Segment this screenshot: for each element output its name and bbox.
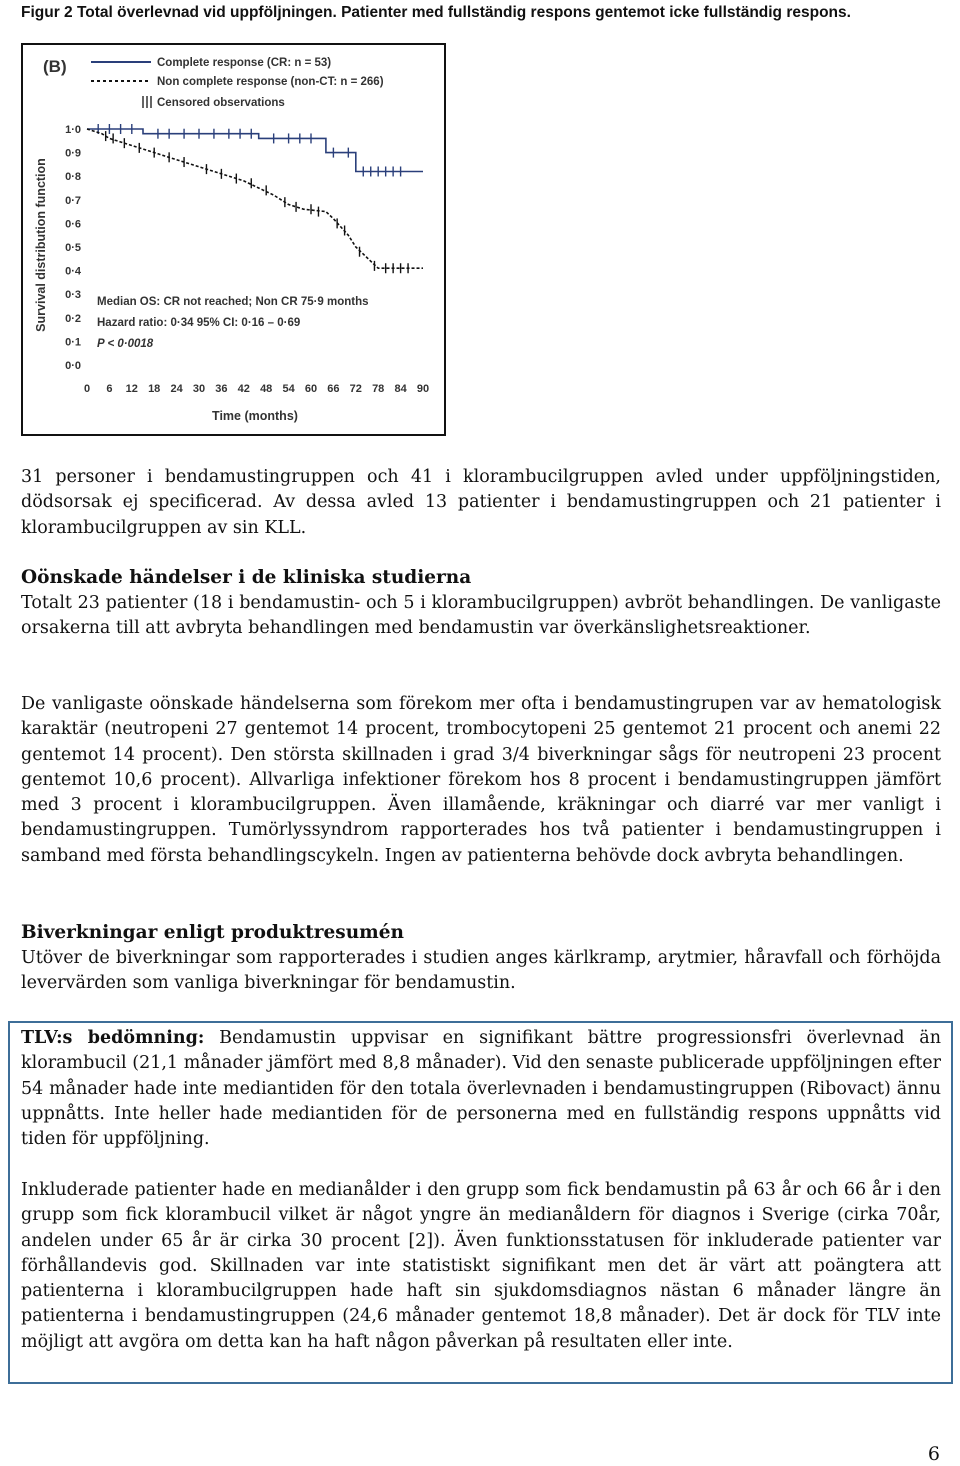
y-tick-label: 0·6 (65, 218, 81, 231)
km-chart (23, 45, 444, 434)
annotation-p-value: P < 0·0018 (97, 338, 154, 350)
tlv-text-1: Bendamustin uppvisar en signifikant bättre progressionsfri överlevnad än klorambucil (21,1 månader jämfört med 8,8 månader). Vid den senaste publicerade uppföljningen efter 54 månader hade inte mediantiden för den totala överlevnaden i bendamustingruppen (Ribovact) ännu uppnåtts. Inte heller hade mediantiden för de personerna med en fullständig respons uppnåtts vid tiden för uppföljning. (21, 1028, 941, 1150)
legend (91, 57, 384, 109)
x-tick-label: 42 (237, 383, 250, 395)
page-number: 6 (927, 1443, 940, 1465)
x-tick-label: 48 (260, 383, 273, 395)
legend-swatch-censor (143, 96, 151, 108)
y-tick-label: 0·2 (65, 312, 81, 325)
y-axis-label: Survival distribution function (34, 158, 48, 332)
x-tick-label: 12 (125, 383, 138, 395)
x-tick-label: 66 (327, 383, 340, 395)
plot-series (87, 124, 423, 273)
x-tick-label: 90 (416, 383, 430, 395)
tlv-assessment-box (8, 1021, 953, 1384)
x-axis-label: Time (months) (212, 409, 298, 423)
x-axis-ticks (84, 383, 429, 395)
survival-figure (21, 43, 446, 436)
y-tick-label: 1·0 (65, 124, 81, 136)
x-tick-label: 30 (192, 383, 206, 395)
x-tick-label: 60 (304, 383, 318, 395)
x-tick-label: 0 (83, 383, 91, 395)
x-tick-label: 18 (148, 383, 161, 395)
y-tick-label: 0·1 (65, 336, 81, 349)
y-tick-label: 0·4 (65, 265, 81, 278)
paragraph-adverse-events: De vanligaste oönskade händelserna som förekom mer ofta i bendamustingrupen var av hematologisk karaktär (neutropeni 27 gentemot 14 procent, trombocytopeni 25 gentemot 21 procent och anemi 22 gentemot 14 procent). Den största skillnaden i grad 3/4 biverkningar sågs för neutropeni 23 procent gentemot 10,6 procent). Allvarliga infektioner förekom hos 8 procent i bendamustingruppen jämfört med 3 procent i klorambucilgruppen. Även illamående, kräkningar och diarré var mer vanligt i bendamustingruppen. Tumörlyssyndrom rapporterades hos två patienter i bendamustingruppen i samband med första behandlingscykeln. Ingen av patienterna behövde dock avbryta behandlingen. (21, 694, 941, 866)
y-tick-label: 0·7 (65, 194, 81, 207)
annotation-median-os: Median OS: CR not reached; Non CR 75·9 months (97, 296, 369, 308)
y-axis-ticks (65, 124, 82, 372)
y-tick-label: 0·3 (65, 289, 81, 302)
y-tick-label: 0·8 (65, 171, 81, 184)
paragraph-side-effects: Utöver de biverkningar som rapporterades i studien anges kärlkramp, arytmier, håravfall och förhöjda levervärden som vanliga biverkningar för bendamustin. (21, 948, 941, 994)
x-tick-label: 54 (282, 383, 295, 395)
x-tick-label: 36 (215, 383, 228, 395)
tlv-paragraph-1 (21, 1026, 941, 1152)
x-tick-label: 6 (106, 383, 113, 395)
heading-adverse-events: Oönskade händelser i de kliniska studierna (21, 567, 472, 588)
legend-label-cr: Complete response (CR: n = 53) (157, 57, 332, 69)
tlv-paragraph-2: Inkluderade patienter hade en medianålder i den grupp som fick bendamustin på 63 år och 66 år i den grupp som fick klorambucil vilket är något yngre än medianåldern för diagnos i Sverige (cirka 70år, andelen under 65 år är cirka 30 procent [2]). Även funktionsstatusen för inkluderade patienter var förhållandevis god. Skillnaden var inte statistiskt signifikant men det är värt att poängtera att patienterna i klorambucilgruppen hade haft sin sjukdomsdiagnos nästan 6 månader längre än patienterna i bendamustingruppen (24,6 månader gentemot 18,8 månader). Det är dock för TLV inte möjligt att avgöra om detta kan ha haft någon påverkan på resultaten eller inte. (21, 1180, 941, 1352)
x-tick-label: 78 (372, 383, 385, 395)
paragraph-discontinuation: Totalt 23 patienter (18 i bendamustin- och 5 i klorambucilgruppen) avbröt behandlingen. De vanligaste orsakerna till att avbryta behandlingen med bendamustin var överkänslighetsreaktioner. (21, 593, 941, 639)
paragraph-deaths: 31 personer i bendamustingruppen och 41 i klorambucilgruppen avled under uppföljningstiden, dödsorsak ej specificerad. Av dessa avled 13 patienter i bendamustingruppen och 21 patienter i klorambucilgruppen av sin KLL. (21, 467, 941, 538)
series-line-noncr (87, 129, 423, 268)
panel-label: (B) (43, 57, 67, 76)
legend-label-censor: Censored observations (157, 97, 285, 109)
series-line-cr (87, 129, 423, 172)
heading-side-effects: Biverkningar enligt produktresumén (21, 922, 404, 943)
x-tick-label: 24 (170, 383, 183, 395)
tlv-label: TLV:s bedömning: (21, 1028, 205, 1048)
y-tick-label: 0·9 (65, 147, 81, 160)
figure-caption: Figur 2 Total överlevnad vid uppföljningen. Patienter med fullständig respons gentemot icke fullständig respons. (21, 4, 851, 21)
y-tick-label: 0·0 (65, 360, 81, 372)
x-tick-label: 84 (394, 383, 407, 395)
annotation-hazard-ratio: Hazard ratio: 0·34 95% CI: 0·16 – 0·69 (97, 317, 301, 329)
y-tick-label: 0·5 (65, 242, 81, 254)
x-tick-label: 72 (349, 383, 362, 395)
legend-label-noncr: Non complete response (non-CT: n = 266) (157, 76, 384, 88)
